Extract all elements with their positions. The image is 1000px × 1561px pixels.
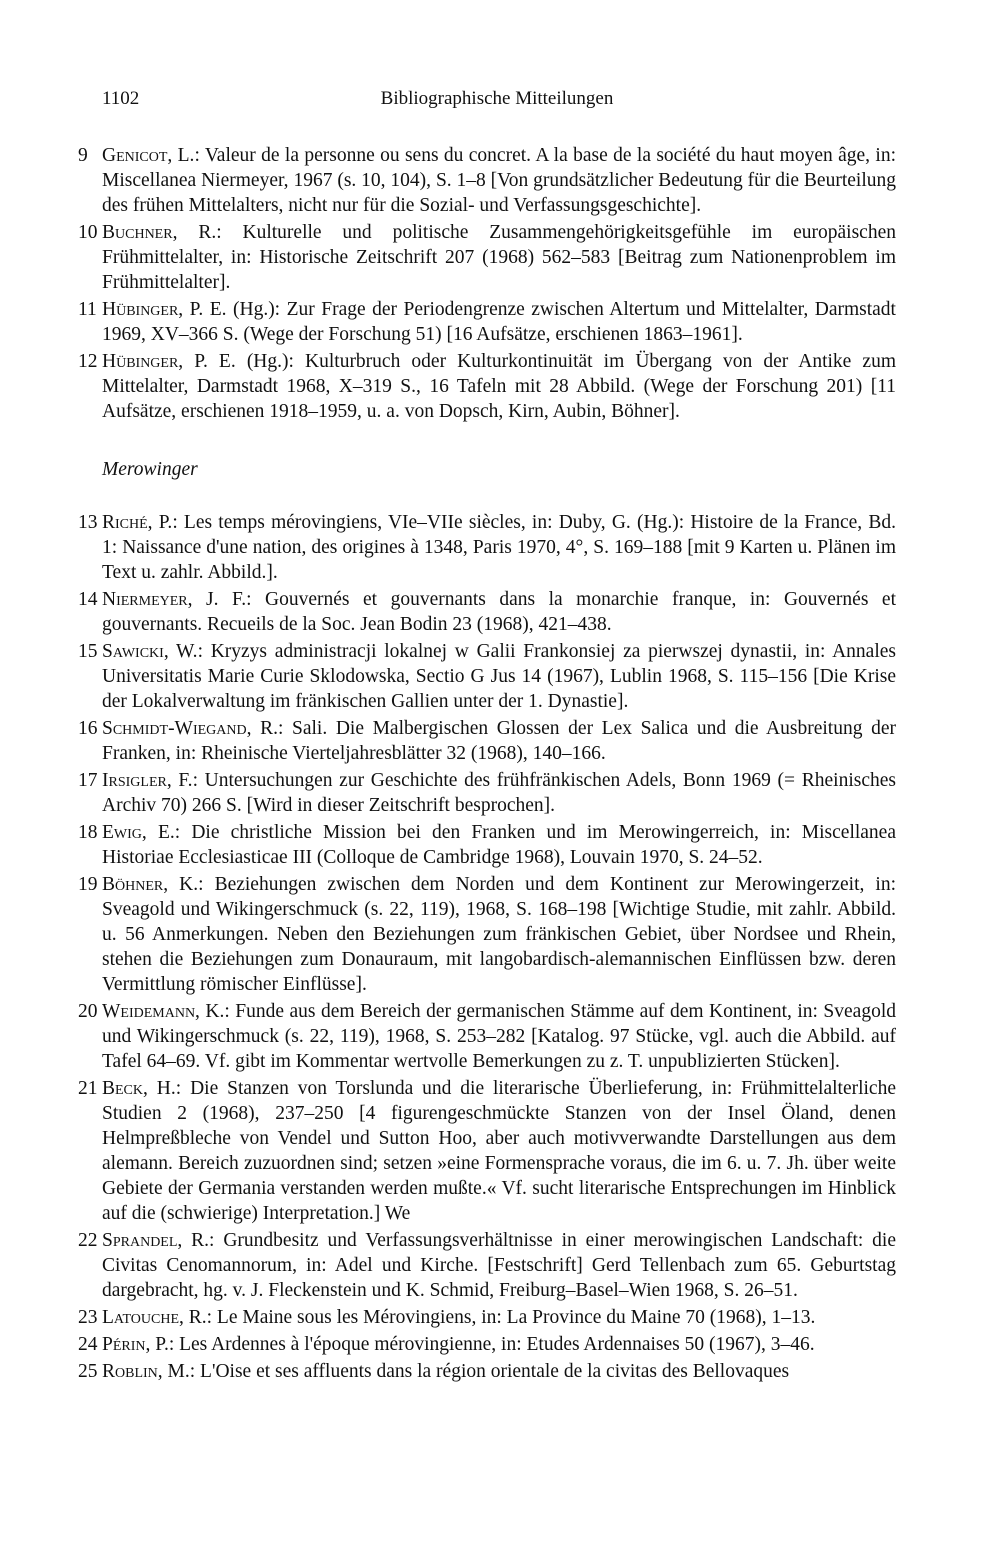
entry-author: Böhner, K. [102, 874, 199, 895]
section-title: Merowinger [102, 459, 198, 480]
entry-text: (Hg.): Zur Frage der Periodengrenze zwischen Altertum und Mittelalter, Darmstadt 1969, XV–366 S. (Wege der Forschung 51) [16 Aufsätze, erschienen 1863–1961]. [102, 299, 896, 345]
entry-author: Périn, P. [102, 1334, 169, 1355]
entry-text: : Valeur de la personne ou sens du concret. A la base de la société du haut moyen âge, in: Miscellanea Niermeyer, 1967 (s. 10, 104), S. 1–8 [Von grundsätzlicher Bedeutung für die Beurteilung des frühen Mittelalters, nicht nur für die Sozial- und Verfassungsgeschichte]. [102, 145, 896, 216]
entries-top [76, 143, 896, 424]
bibliography-entry [76, 297, 896, 347]
entry-author: Schmidt-Wiegand, R. [102, 718, 278, 739]
entry-author: Buchner, R. [102, 222, 217, 243]
running-title: Bibliographische Mitteilungen [380, 88, 614, 109]
bibliography-entry [76, 510, 896, 585]
bibliography-entry [76, 999, 896, 1074]
bibliography-entry [76, 349, 896, 424]
entry-number: 22 [78, 1230, 98, 1251]
entry-text: (Hg.): Kulturbruch oder Kulturkontinuität im Übergang von der Antike zum Mittelalter, Darmstadt 1968, X–319 S., 16 Tafeln mit 28 Abbild. (Wege der Forschung 201) [11 Aufsätze, erschienen 1918–1959, u. a. von Dopsch, Kirn, Aubin, Böhner]. [102, 351, 896, 422]
entry-number: 19 [78, 874, 98, 895]
entry-text: : Les Ardennes à l'époque mérovingienne, in: Etudes Ardennaises 50 (1967), 3–46. [168, 1334, 815, 1355]
entry-text: : Beziehungen zwischen dem Norden und dem Kontinent zur Merowingerzeit, in: Sveagold und Wikingerschmuck (s. 22, 119), 1968, S. 168–198 [Wichtige Studie, mit zahlr. Abbild. u. 56 Anmerkungen. Neben den Beziehungen zum fränkischen Gebiet, über Nordsee und Rhein, stehen die Beziehungen zum Donauraum, mit langobardisch-alemannischen Einflüssen bzw. deren Vermittlung römischer Einflüsse]. [102, 874, 897, 995]
entry-text: : Les temps mérovingiens, VIe–VIIe siècles, in: Duby, G. (Hg.): Histoire de la France, Bd. 1: Naissance d'une nation, des origines à 1348, Paris 1970, 4°, S. 169–188 [mit 9 Karten u. Plänen im Text u. zahlr. Abbild.]. [102, 512, 896, 583]
bibliography-entry [76, 1305, 896, 1330]
bibliography-entry [76, 1359, 896, 1384]
bibliography-entry [76, 1076, 896, 1226]
page-number: 1102 [102, 88, 140, 109]
entry-number: 21 [78, 1078, 98, 1099]
entry-number: 11 [78, 299, 97, 320]
bibliography-list [76, 143, 896, 1386]
entry-author: Sawicki, W. [102, 641, 198, 662]
entry-text: : Grundbesitz und Verfassungsverhältnisse in einer merowingischen Landschaft: die Civitas Cenomannorum, in: Adel und Kirche. [Festschrift] Gerd Tellenbach zum 65. Geburtstag dargebracht, hg. v. J. Fleckenstein und K. Schmid, Freiburg–Basel–Wien 1968, S. 26–51. [102, 1230, 896, 1301]
entry-author: Irsigler, F. [102, 770, 193, 791]
entry-number: 9 [78, 145, 88, 166]
entry-text: : Sali. Die Malbergischen Glossen der Lex Salica und die Ausbreitung der Franken, in: Rheinische Vierteljahresblätter 32 (1968), 140–166. [102, 718, 896, 764]
entry-number: 18 [78, 822, 98, 843]
entry-text: : L'Oise et ses affluents dans la région orientale de la civitas des Bellovaques [189, 1361, 790, 1382]
entry-author: Sprandel, R. [102, 1230, 210, 1251]
entry-author: Niermeyer, J. F. [102, 589, 247, 610]
bibliography-entry [76, 1228, 896, 1303]
entry-text: : Kulturelle und politische Zusammengehörigkeitsgefühle im europäischen Frühmittelalter, in: Historische Zeitschrift 207 (1968) 562–583 [Beitrag zum Nationenproblem im Frühmittelalter]. [102, 222, 896, 293]
entry-author: Ewig, E. [102, 822, 175, 843]
entry-text: : Gouvernés et gouvernants dans la monarchie franque, in: Gouvernés et gouvernants. Recueils de la Soc. Jean Bodin 23 (1968), 421–438. [102, 589, 896, 635]
bibliography-entry [76, 768, 896, 818]
entry-text: : Die christliche Mission bei den Franken und im Merowingerreich, in: Miscellanea Historiae Ecclesiasticae III (Colloque de Cambridge 1968), Louvain 1970, S. 24–52. [102, 822, 896, 868]
entry-number: 10 [78, 222, 98, 243]
entry-author: Weidemann, K. [102, 1001, 225, 1022]
page-header [102, 88, 892, 118]
entry-number: 15 [78, 641, 98, 662]
entry-number: 23 [78, 1307, 98, 1328]
entry-number: 16 [78, 718, 98, 739]
entry-number: 25 [78, 1361, 98, 1382]
entry-author: Roblin, M. [102, 1361, 190, 1382]
entry-text: : Funde aus dem Bereich der germanischen Stämme auf dem Kontinent, in: Sveagold und Wikingerschmuck (s. 22, 119), 1968, S. 253–282 [Katalog. 97 Stücke, vgl. auch die Abbild. auf Tafel 64–69. Vf. gibt im Kommentar wertvolle Bemerkungen zu z. T. unpublizierten Stücken]. [102, 1001, 896, 1072]
entry-author: Riché, P. [102, 512, 173, 533]
entry-text: : Die Stanzen von Torslunda und die literarische Überlieferung, in: Frühmittelalterliche Studien 2 (1968), 237–250 [4 figurengeschmückte Stanzen von der Insel Öland, denen Helmpreßbleche von Vendel und Sutton Hoo, aber auch motivverwandte Darstellungen aus dem alemann. Bereich zuzuordnen sind; setzen »eine Formensprache voraus, die im 6. u. 7. Jh. über weite Gebiete der Germania verstanden werden mußte.« Vf. sucht literarische Entsprechungen im Hinblick auf die (schwierige) Interpretation.] We [102, 1078, 896, 1224]
bibliography-entry [76, 143, 896, 218]
entry-number: 12 [78, 351, 98, 372]
entry-text: : Untersuchungen zur Geschichte des frühfränkischen Adels, Bonn 1969 (= Rheinisches Archiv 70) 266 S. [Wird in dieser Zeitschrift besprochen]. [102, 770, 896, 816]
bibliography-entry [76, 587, 896, 637]
entry-text: : Le Maine sous les Mérovingiens, in: La Province du Maine 70 (1968), 1–13. [206, 1307, 816, 1328]
bibliography-entry [76, 639, 896, 714]
bibliography-entry [76, 1332, 896, 1357]
bibliography-entry [76, 872, 896, 997]
entry-author: Latouche, R. [102, 1307, 207, 1328]
entry-number: 24 [78, 1334, 98, 1355]
entry-number: 13 [78, 512, 98, 533]
bibliography-entry [76, 820, 896, 870]
entry-number: 17 [78, 770, 98, 791]
bibliography-entry [76, 220, 896, 295]
entry-number: 20 [78, 1001, 98, 1022]
entry-author: Beck, H. [102, 1078, 176, 1099]
entries-bottom [76, 510, 896, 1384]
entry-author: Genicot, L. [102, 145, 195, 166]
entry-author: Hübinger, P. E. [102, 299, 227, 320]
bibliography-entry [76, 716, 896, 766]
entry-number: 14 [78, 589, 98, 610]
entry-text: : Kryzys administracji lokalnej w Galii Frankonsiej za pierwszej dynastii, in: Annales Universitatis Marie Curie Sklodowska, Sectio G Jus 14 (1967), Lublin 1968, S. 115–156 [Die Krise der Lokalverwaltung im fränkischen Gallien unter der 1. Dynastie]. [102, 641, 896, 712]
entry-author: Hübinger, P. E. [102, 351, 236, 372]
